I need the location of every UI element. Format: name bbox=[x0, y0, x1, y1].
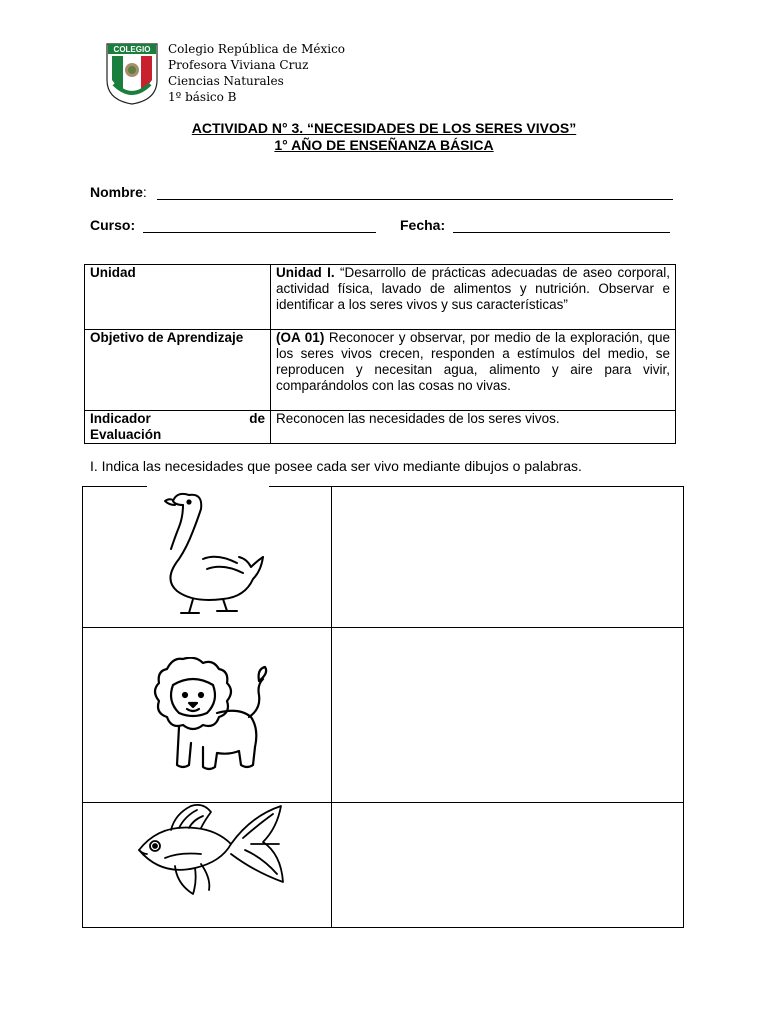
subject-name: Ciencias Naturales bbox=[168, 74, 284, 88]
animal-cell-lion bbox=[83, 627, 331, 802]
answer-cell-fish[interactable] bbox=[332, 803, 684, 927]
indicador-value: Reconocen las necesidades de los seres vivos. bbox=[271, 411, 676, 444]
instruction-text: I. Indica las necesidades que posee cada ser vivo mediante dibujos o palabras. bbox=[90, 458, 582, 474]
table-row bbox=[85, 265, 676, 330]
activity-table bbox=[82, 486, 684, 928]
table-row bbox=[85, 330, 676, 411]
curso-field[interactable] bbox=[143, 232, 376, 233]
school-crest-logo bbox=[104, 40, 160, 106]
curso-label: Curso: bbox=[90, 217, 136, 233]
goldfish-drawing-icon bbox=[131, 798, 291, 914]
unidad-label: Unidad bbox=[85, 265, 271, 330]
logo-text-colegio: COLEGIO bbox=[113, 45, 151, 54]
animal-cell-duck bbox=[83, 487, 331, 627]
fecha-field[interactable] bbox=[453, 232, 670, 233]
info-table bbox=[84, 264, 676, 444]
grade-name: 1º básico B bbox=[168, 90, 237, 104]
fecha-label: Fecha: bbox=[400, 217, 446, 233]
objetivo-value: (OA 01) Reconocer y observar, por medio de la exploración, que los seres vivos crecen, responden a estímulos del medio, se reproducen y necesitan agua, alimento y aire para vivir, comparándolos con las cosas no vivas. bbox=[271, 330, 676, 411]
objetivo-label: Objetivo de Aprendizaje bbox=[85, 330, 271, 411]
animal-cell-fish bbox=[83, 802, 331, 928]
duck-drawing-icon bbox=[153, 487, 273, 617]
lion-drawing-icon bbox=[143, 657, 273, 787]
school-name: Colegio República de México bbox=[168, 42, 346, 56]
answer-cell-lion[interactable] bbox=[332, 628, 684, 802]
unidad-value: Unidad I. “Desarrollo de prácticas adecuadas de aseo corporal, actividad física, lavado de alimentos y nutrición. Observar e identificar a los seres vivos y sus características” bbox=[271, 265, 676, 330]
teacher-name: Profesora Viviana Cruz bbox=[168, 58, 309, 72]
activity-title: ACTIVIDAD N° 3. “NECESIDADES DE LOS SERES VIVOS” bbox=[191, 120, 577, 136]
table-row bbox=[85, 411, 676, 444]
indicador-label: Indicador de Evaluación bbox=[85, 411, 271, 444]
answer-cell-duck[interactable] bbox=[332, 487, 684, 627]
nombre-label: Nombre: bbox=[90, 184, 147, 200]
nombre-field[interactable] bbox=[157, 199, 673, 200]
activity-subtitle: 1° AÑO DE ENSEÑANZA BÁSICA bbox=[274, 137, 494, 153]
